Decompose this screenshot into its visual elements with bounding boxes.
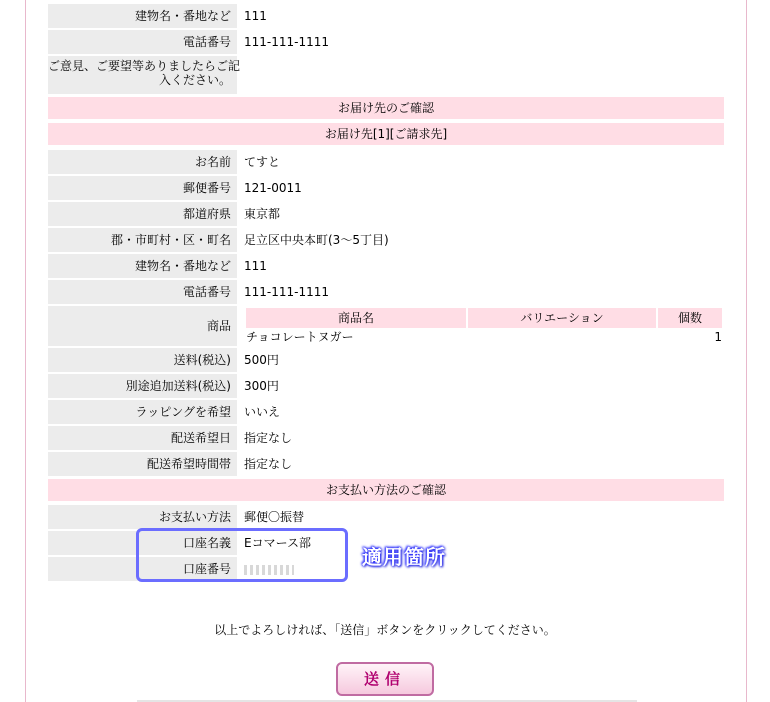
delivery-time-row [48,452,724,476]
phone-value: 111-111-1111 [244,35,330,49]
goods-row [48,306,724,346]
payment-method-row [48,505,724,529]
delivery-building-row [48,254,724,278]
account-name-label: 口座名義 [48,531,237,555]
building-row [48,4,724,28]
name-value: てすと [244,155,281,169]
goods-label: 商品 [48,306,237,346]
shipping-fee-row [48,348,724,372]
city-row [48,228,724,252]
delivery-time-value: 指定なし [244,457,293,471]
zip-row [48,176,724,200]
comment-label-line1: ご意見、ご要望等ありましたらご記 [48,59,241,73]
account-number-label: 口座番号 [48,557,237,581]
delivery-phone-label: 電話番号 [48,280,237,304]
phone-row [48,30,724,54]
account-name-value: Eコマース部 [244,536,311,550]
goods-item-qty: 1 [714,330,722,344]
delivery-phone-value: 111-111-1111 [244,285,330,299]
comment-label-line2: 入ください。 [158,73,231,87]
extra-fee-row [48,374,724,398]
delivery-building-value: 111 [244,259,267,273]
delivery-sub-header: お届け先[1][ご請求先] [48,123,724,145]
building-label: 建物名・番地など [48,4,237,28]
comment-row [48,56,724,94]
wrapping-label: ラッピングを希望 [48,400,237,424]
wrapping-row [48,400,724,424]
zip-value: 121-0011 [244,181,302,195]
prefecture-value: 東京都 [244,207,281,221]
submit-button[interactable]: 送信 [336,662,434,696]
delivery-phone-row [48,280,724,304]
payment-method-label: お支払い方法 [48,505,237,529]
name-row [48,150,724,174]
annotation-label: 適用箇所 [362,545,446,569]
prefecture-label: 都道府県 [48,202,237,226]
goods-item-name: チョコレートヌガー [246,330,354,344]
extra-fee-value: 300円 [244,379,279,393]
delivery-date-row [48,426,724,450]
payment-method-value: 郵便〇振替 [244,510,305,524]
delivery-building-label: 建物名・番地など [48,254,237,278]
highlight-box [136,528,348,582]
building-value: 111 [244,9,267,23]
goods-header-qty: 個数 [658,308,722,328]
shipping-fee-label: 送料(税込) [48,348,237,372]
delivery-date-value: 指定なし [244,431,293,445]
wrapping-value: いいえ [244,405,281,419]
delivery-date-label: 配送希望日 [48,426,237,450]
extra-fee-label: 別途追加送料(税込) [48,374,237,398]
payment-header: お支払い方法のご確認 [48,479,724,501]
zip-label: 郵便番号 [48,176,237,200]
confirm-text: 以上でよろしければ、「送信」ボタンをクリックしてください。 [214,623,556,637]
city-value: 足立区中央本町(3～5丁目) [244,233,389,247]
delivery-time-label: 配送希望時間帯 [48,452,237,476]
name-label: お名前 [48,150,237,174]
shipping-fee-value: 500円 [244,353,279,367]
goods-header-variation: バリエーション [468,308,656,328]
goods-header-name: 商品名 [246,308,466,328]
comment-label [48,56,241,94]
prefecture-row [48,202,724,226]
city-label: 郡・市町村・区・町名 [48,228,237,252]
delivery-header: お届け先のご確認 [48,97,724,119]
phone-label: 電話番号 [48,30,237,54]
